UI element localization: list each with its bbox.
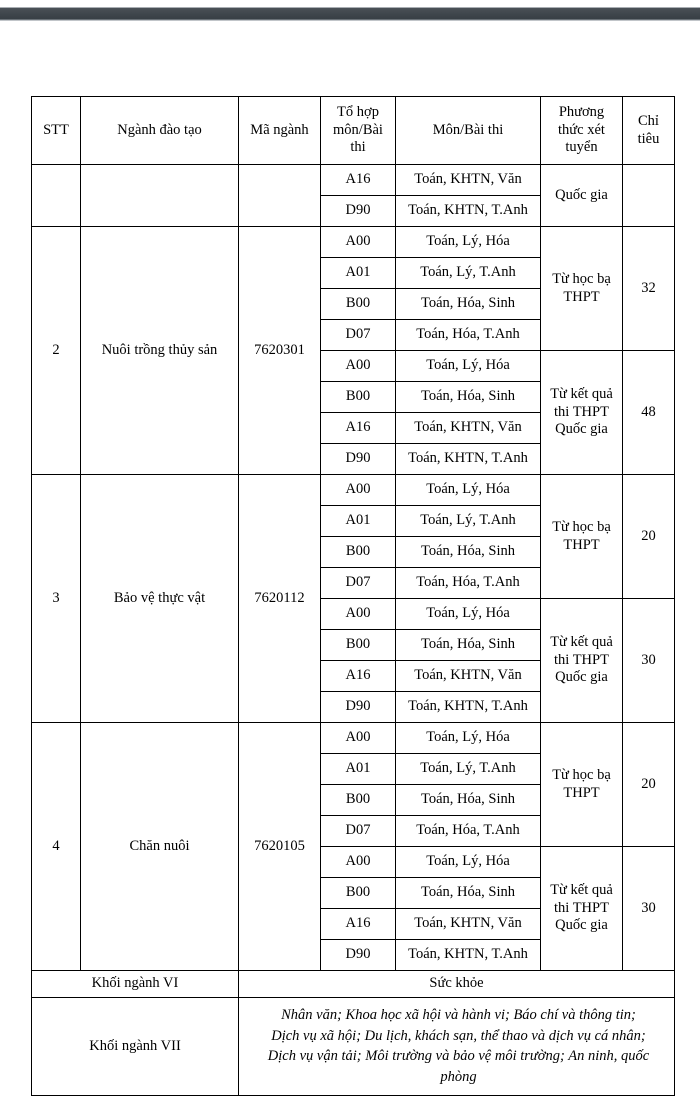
cell-subjects: Toán, KHTN, Văn [396, 413, 541, 444]
method-line: THPT [563, 288, 600, 305]
column-header-program-name [81, 97, 239, 165]
cell-subject-combination: A00 [321, 351, 396, 382]
cell-subject-combination: A16 [321, 661, 396, 692]
cell-program-code [239, 165, 321, 227]
table-row [32, 227, 675, 258]
table-row-block-group [32, 998, 675, 1096]
block-value-line: Dịch vụ xã hội; Du lịch, khách sạn, thể thao và dịch vụ cá nhân; [271, 1027, 646, 1044]
block-value-line: Dịch vụ vận tải; Môi trường và bảo vệ môi trường; An ninh, quốc [267, 1048, 650, 1065]
cell-subject-combination: A16 [321, 909, 396, 940]
column-header-quota [623, 97, 675, 165]
cell-subject-combination: B00 [321, 878, 396, 909]
cell-subjects: Toán, KHTN, T.Anh [396, 940, 541, 971]
cell-quota: 30 [623, 599, 675, 723]
cell-stt: 4 [32, 723, 81, 971]
cell-subject-combination: B00 [321, 785, 396, 816]
table-body [32, 165, 675, 1096]
method-line: thi THPT [554, 403, 609, 420]
cell-program-name: Chăn nuôi [81, 723, 239, 971]
method-line: Từ kết quả [550, 633, 613, 650]
method-line: Quốc gia [555, 917, 608, 934]
cell-subject-combination: A00 [321, 723, 396, 754]
cell-subject-combination: D90 [321, 692, 396, 723]
method-line: thi THPT [554, 899, 609, 916]
cell-subjects: Toán, Hóa, Sinh [396, 630, 541, 661]
cell-subject-combination: B00 [321, 289, 396, 320]
cell-subjects: Toán, KHTN, T.Anh [396, 196, 541, 227]
cell-admission-method [541, 847, 623, 971]
table-row-block-group [32, 971, 675, 998]
header-line: Phương [558, 103, 605, 120]
cell-program-name: Bảo vệ thực vật [81, 475, 239, 723]
cell-subjects: Toán, KHTN, Văn [396, 909, 541, 940]
cell-subject-combination: A00 [321, 599, 396, 630]
block-group-value [239, 998, 675, 1096]
cell-subjects: Toán, Hóa, Sinh [396, 382, 541, 413]
block-group-label: Khối ngành VII [32, 998, 239, 1096]
block-value-line: Nhân văn; Khoa học xã hội và hành vi; Báo chí và thông tin; [281, 1007, 636, 1023]
cell-subjects: Toán, Lý, T.Anh [396, 754, 541, 785]
method-line: Quốc gia [555, 421, 608, 438]
column-header-subjects [396, 97, 541, 165]
cell-subjects: Toán, Hóa, T.Anh [396, 816, 541, 847]
header-line: thi [350, 139, 366, 156]
cell-quota: 20 [623, 723, 675, 847]
cell-admission-method [541, 723, 623, 847]
cell-subjects: Toán, Lý, T.Anh [396, 258, 541, 289]
method-line: THPT [563, 536, 600, 553]
column-header-admission-method [541, 97, 623, 165]
method-line: THPT [563, 784, 600, 801]
cell-stt: 2 [32, 227, 81, 475]
cell-subject-combination: B00 [321, 537, 396, 568]
cell-program-code: 7620112 [239, 475, 321, 723]
cell-stt [32, 165, 81, 227]
cell-subjects: Toán, Lý, Hóa [396, 351, 541, 382]
cell-subject-combination: A01 [321, 506, 396, 537]
cell-quota: 20 [623, 475, 675, 599]
table-row [32, 165, 675, 196]
cell-program-code: 7620105 [239, 723, 321, 971]
cell-program-code: 7620301 [239, 227, 321, 475]
cell-quota: 30 [623, 847, 675, 971]
header-line: tiêu [637, 130, 660, 147]
cell-subject-combination: D07 [321, 320, 396, 351]
cell-subjects: Toán, Lý, Hóa [396, 847, 541, 878]
block-value-line: phòng [440, 1068, 477, 1085]
header-line: môn/Bài [333, 121, 383, 138]
column-header-subject-combination [321, 97, 396, 165]
cell-subjects: Toán, Lý, Hóa [396, 227, 541, 258]
cell-subject-combination: D90 [321, 196, 396, 227]
cell-program-name: Nuôi trồng thủy sản [81, 227, 239, 475]
cell-subject-combination: B00 [321, 382, 396, 413]
cell-subject-combination: A01 [321, 258, 396, 289]
header-line: STT [43, 121, 69, 138]
cell-subjects: Toán, KHTN, Văn [396, 661, 541, 692]
block-value-line: Sức khỏe [429, 975, 484, 992]
cell-quota: 32 [623, 227, 675, 351]
cell-subjects: Toán, Hóa, T.Anh [396, 320, 541, 351]
table-row [32, 723, 675, 754]
cell-subjects: Toán, Hóa, Sinh [396, 785, 541, 816]
header-line: Tổ hợp [337, 103, 379, 120]
cell-subject-combination: D07 [321, 816, 396, 847]
cell-subjects: Toán, Hóa, Sinh [396, 878, 541, 909]
table-header [32, 97, 675, 165]
page-break-separator [0, 7, 700, 21]
method-line: thi THPT [554, 651, 609, 668]
cell-program-name [81, 165, 239, 227]
column-header-stt [32, 97, 81, 165]
column-header-program-code [239, 97, 321, 165]
method-line: Từ học bạ [552, 518, 611, 535]
cell-quota [623, 165, 675, 227]
admissions-table [31, 96, 675, 1096]
header-line: tuyển [565, 139, 598, 156]
cell-admission-method [541, 227, 623, 351]
cell-subject-combination: D90 [321, 444, 396, 475]
block-group-value [239, 971, 675, 998]
method-line: Quốc gia [555, 669, 608, 686]
cell-subjects: Toán, KHTN, Văn [396, 165, 541, 196]
cell-subject-combination: A01 [321, 754, 396, 785]
cell-subject-combination: D90 [321, 940, 396, 971]
cell-admission-method [541, 351, 623, 475]
cell-subject-combination: D07 [321, 568, 396, 599]
cell-subjects: Toán, Lý, Hóa [396, 723, 541, 754]
method-line: Từ kết quả [550, 385, 613, 402]
block-group-label: Khối ngành VI [32, 971, 239, 998]
cell-subjects: Toán, Hóa, Sinh [396, 537, 541, 568]
cell-admission-method: Quốc gia [541, 165, 623, 227]
cell-stt: 3 [32, 475, 81, 723]
cell-subjects: Toán, KHTN, T.Anh [396, 692, 541, 723]
cell-subject-combination: A00 [321, 227, 396, 258]
cell-admission-method [541, 475, 623, 599]
header-line: Chỉ [638, 112, 659, 129]
cell-subjects: Toán, Lý, T.Anh [396, 506, 541, 537]
table-header-row [32, 97, 675, 165]
table-row [32, 475, 675, 506]
cell-subject-combination: A00 [321, 847, 396, 878]
cell-quota: 48 [623, 351, 675, 475]
cell-subjects: Toán, Hóa, T.Anh [396, 568, 541, 599]
method-line: Từ học bạ [552, 766, 611, 783]
header-line: thức xét [558, 121, 605, 138]
cell-subjects: Toán, Lý, Hóa [396, 599, 541, 630]
admissions-table-container [31, 96, 674, 1096]
cell-admission-method [541, 599, 623, 723]
cell-subject-combination: A16 [321, 413, 396, 444]
header-line: Ngành đào tạo [117, 121, 202, 138]
cell-subjects: Toán, Lý, Hóa [396, 475, 541, 506]
cell-subjects: Toán, KHTN, T.Anh [396, 444, 541, 475]
method-line: Từ học bạ [552, 270, 611, 287]
cell-subjects: Toán, Hóa, Sinh [396, 289, 541, 320]
cell-subject-combination: A16 [321, 165, 396, 196]
cell-subject-combination: B00 [321, 630, 396, 661]
method-line: Từ kết quả [550, 881, 613, 898]
cell-subject-combination: A00 [321, 475, 396, 506]
header-line: Môn/Bài thi [432, 121, 504, 138]
header-line: Mã ngành [250, 121, 309, 138]
